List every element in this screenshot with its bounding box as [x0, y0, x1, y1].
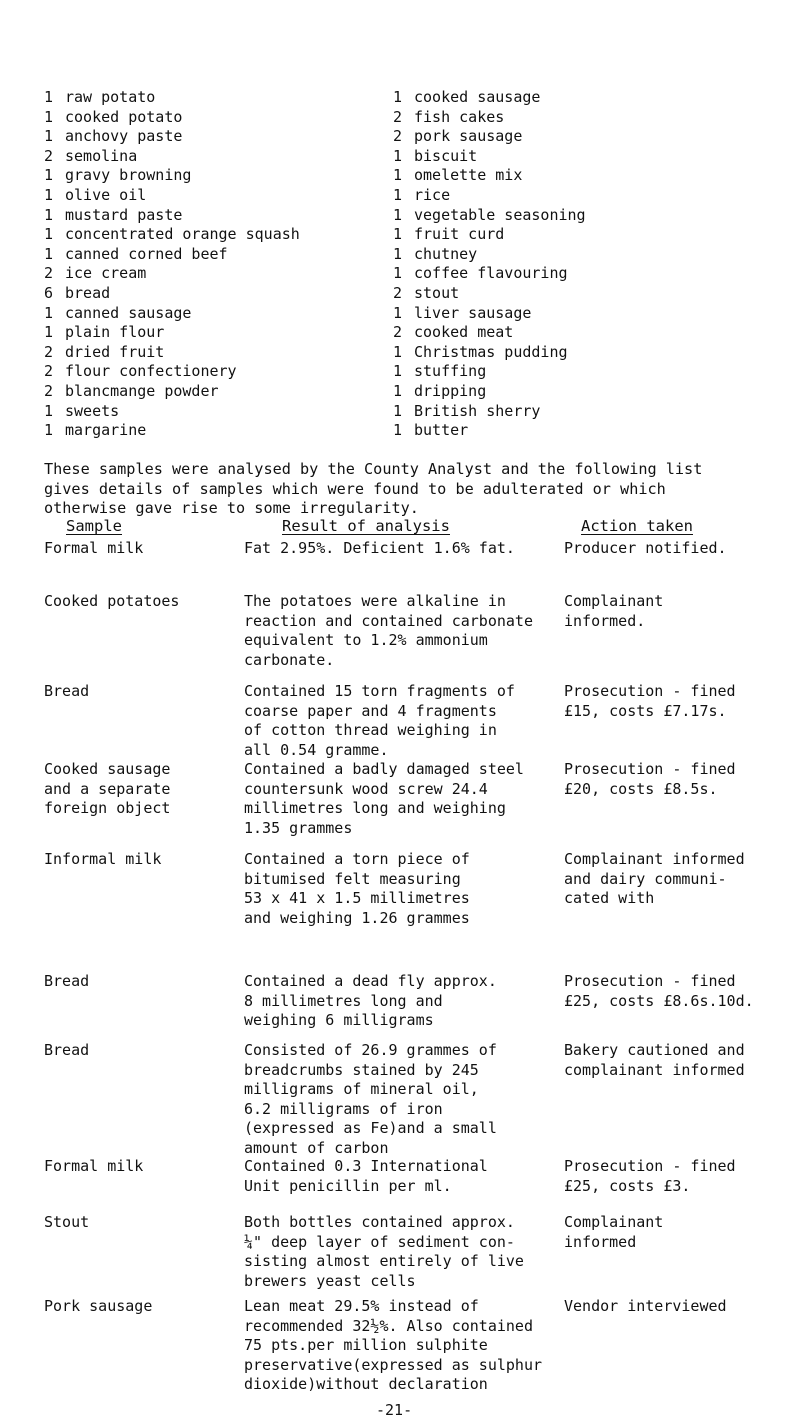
- sample-list-item: [44, 166, 300, 186]
- result-cell-line: 6.2 milligrams of iron: [244, 1099, 443, 1118]
- action-cell: [564, 539, 800, 559]
- sample-quantity: 2: [44, 342, 54, 361]
- result-cell-line: 8 millimetres long and: [244, 991, 443, 1010]
- sample-quantity: 6: [44, 283, 54, 302]
- action-cell: [564, 972, 800, 1011]
- sample-quantity: 1: [393, 381, 403, 400]
- sample-item-name: liver sausage: [414, 303, 532, 322]
- result-cell-line: Both bottles contained approx.: [244, 1213, 515, 1231]
- header-sample: Sample: [66, 517, 122, 535]
- sample-list-item: [393, 304, 586, 324]
- sample-item-name: anchovy paste: [65, 127, 183, 146]
- sample-list-item: [44, 108, 300, 128]
- intro-line: otherwise gave rise to some irregularity.: [44, 499, 419, 517]
- sample-list-left: [44, 88, 300, 441]
- sample-cell: [44, 539, 234, 559]
- intro-line: These samples were analysed by the County Analyst and the following list: [44, 460, 703, 478]
- sample-cell-line: Formal milk: [44, 539, 144, 557]
- sample-list-item: [393, 382, 586, 402]
- action-cell-line: Prosecution - fined: [564, 682, 736, 700]
- result-cell-line: Contained a torn piece of: [244, 850, 470, 868]
- action-cell-line: Producer notified.: [564, 539, 727, 557]
- result-cell-line: bitumised felt measuring: [244, 869, 461, 888]
- result-cell: [244, 1157, 560, 1196]
- sample-list-item: [393, 166, 586, 186]
- sample-item-name: Christmas pudding: [414, 342, 568, 361]
- sample-quantity: 2: [393, 107, 403, 126]
- result-cell-line: Lean meat 29.5% instead of: [244, 1297, 479, 1315]
- sample-list-item: [393, 108, 586, 128]
- sample-list-item: [393, 88, 586, 108]
- sample-cell: [44, 1157, 234, 1177]
- sample-list-item: [44, 402, 300, 422]
- action-cell-line: and dairy communi-: [564, 869, 727, 888]
- sample-item-name: vegetable seasoning: [414, 205, 586, 224]
- result-cell-line: 1.35 grammes: [244, 818, 353, 837]
- sample-item-name: ice cream: [65, 264, 147, 283]
- result-cell-line: of cotton thread weighing in: [244, 721, 497, 739]
- action-cell-line: Complainant: [564, 1213, 664, 1231]
- result-cell-line: amount of carbon: [244, 1138, 389, 1157]
- result-cell: [244, 1213, 560, 1291]
- sample-cell: [44, 592, 234, 612]
- sample-cell-line: Pork sausage: [44, 1297, 153, 1315]
- sample-item-name: margarine: [65, 421, 147, 440]
- sample-list-item: [393, 127, 586, 147]
- result-cell: [244, 760, 560, 838]
- sample-cell-line: and a separate: [44, 779, 171, 798]
- header-action: Action taken: [581, 517, 693, 535]
- sample-cell: [44, 682, 234, 702]
- action-cell-line: £25, costs £3.: [564, 1176, 691, 1195]
- sample-list-item: [44, 362, 300, 382]
- sample-item-name: raw potato: [65, 88, 156, 106]
- sample-list-item: [44, 88, 300, 108]
- result-cell-line: (expressed as Fe)and a small: [244, 1119, 497, 1137]
- result-cell: [244, 539, 560, 559]
- sample-quantity: 1: [44, 225, 54, 244]
- sample-list-item: [44, 147, 300, 167]
- action-cell: [564, 592, 800, 631]
- sample-quantity: 1: [44, 421, 54, 440]
- sample-cell: [44, 760, 234, 819]
- result-cell-line: sisting almost entirely of live: [244, 1252, 524, 1270]
- sample-list-item: [393, 264, 586, 284]
- sample-list-item: [44, 304, 300, 324]
- sample-cell-line: Formal milk: [44, 1157, 144, 1175]
- sample-quantity: 1: [44, 303, 54, 322]
- sample-quantity: 2: [44, 381, 54, 400]
- sample-list-item: [44, 206, 300, 226]
- sample-quantity: 1: [44, 205, 54, 224]
- sample-item-name: bread: [65, 283, 111, 302]
- sample-item-name: chutney: [414, 244, 478, 263]
- action-cell-line: Prosecution - fined: [564, 972, 736, 990]
- sample-list-item: [44, 284, 300, 304]
- action-cell-line: £15, costs £7.17s.: [564, 701, 727, 720]
- sample-item-name: biscuit: [414, 146, 478, 165]
- result-cell-line: equivalent to 1.2% ammonium: [244, 631, 488, 649]
- result-cell-line: weighing 6 milligrams: [244, 1011, 434, 1029]
- action-cell: [564, 850, 800, 909]
- sample-item-name: canned corned beef: [65, 244, 228, 263]
- result-cell-line: Unit penicillin per ml.: [244, 1176, 452, 1195]
- result-cell-line: breadcrumbs stained by 245: [244, 1060, 479, 1079]
- sample-quantity: 1: [393, 362, 403, 381]
- sample-cell-line: Cooked potatoes: [44, 592, 180, 610]
- sample-quantity: 1: [44, 323, 54, 342]
- intro-paragraph: [44, 460, 784, 519]
- sample-cell: [44, 972, 234, 992]
- action-cell-line: informed: [564, 1232, 637, 1251]
- sample-item-name: stout: [414, 283, 460, 302]
- sample-list-item: [44, 186, 300, 206]
- sample-cell-line: Informal milk: [44, 850, 162, 868]
- sample-item-name: rice: [414, 185, 451, 204]
- sample-list-item: [393, 186, 586, 206]
- action-cell-line: Prosecution - fined: [564, 760, 736, 778]
- sample-item-name: gravy browning: [65, 166, 192, 185]
- result-cell-line: dioxide)without declaration: [244, 1375, 488, 1393]
- action-cell: [564, 1157, 800, 1196]
- result-cell-line: 53 x 41 x 1.5 millimetres: [244, 889, 470, 907]
- sample-quantity: 2: [44, 362, 54, 381]
- sample-item-name: dried fruit: [65, 342, 165, 361]
- sample-quantity: 2: [393, 127, 403, 146]
- action-cell: [564, 1041, 800, 1080]
- sample-list-item: [393, 245, 586, 265]
- sample-quantity: 1: [393, 264, 403, 283]
- sample-item-name: cooked sausage: [414, 88, 541, 106]
- sample-quantity: 1: [44, 244, 54, 263]
- sample-cell-line: Bread: [44, 972, 90, 990]
- sample-cell: [44, 850, 234, 870]
- sample-quantity: 1: [393, 401, 403, 420]
- sample-list-right: [393, 88, 586, 441]
- sample-quantity: 1: [44, 166, 54, 185]
- result-cell: [244, 1297, 560, 1395]
- sample-cell: [44, 1213, 234, 1233]
- sample-item-name: cooked meat: [414, 323, 514, 342]
- action-cell-line: complainant informed: [564, 1060, 745, 1079]
- sample-list-item: [44, 225, 300, 245]
- sample-quantity: 1: [44, 401, 54, 420]
- result-cell: [244, 592, 560, 670]
- action-cell-line: £20, costs £8.5s.: [564, 779, 718, 798]
- sample-list-item: [393, 343, 586, 363]
- sample-quantity: 1: [393, 225, 403, 244]
- result-cell-line: millimetres long and weighing: [244, 799, 506, 817]
- sample-quantity: 2: [44, 146, 54, 165]
- sample-list-item: [393, 147, 586, 167]
- sample-item-name: mustard paste: [65, 205, 183, 224]
- sample-list-item: [393, 421, 586, 441]
- sample-quantity: 1: [393, 205, 403, 224]
- sample-quantity: 1: [393, 421, 403, 440]
- sample-quantity: 1: [44, 127, 54, 146]
- sample-quantity: 1: [44, 107, 54, 126]
- action-cell-line: Complainant informed: [564, 850, 745, 868]
- sample-list-item: [393, 206, 586, 226]
- sample-cell-line: Bread: [44, 682, 90, 700]
- result-cell-line: ¼" deep layer of sediment con-: [244, 1232, 515, 1251]
- sample-quantity: 2: [44, 264, 54, 283]
- sample-item-name: canned sausage: [65, 303, 192, 322]
- sample-cell-line: Cooked sausage: [44, 760, 171, 778]
- result-cell-line: and weighing 1.26 grammes: [244, 908, 470, 927]
- result-cell-line: Fat 2.95%. Deficient 1.6% fat.: [244, 539, 515, 557]
- action-cell: [564, 760, 800, 799]
- sample-quantity: 1: [44, 88, 54, 106]
- result-cell-line: Contained a dead fly approx.: [244, 972, 497, 990]
- sample-cell-line: foreign object: [44, 799, 171, 817]
- result-cell-line: 75 pts.per million sulphite: [244, 1336, 488, 1354]
- sample-item-name: olive oil: [65, 185, 147, 204]
- page-number: -21-: [376, 1401, 413, 1419]
- result-cell: [244, 1041, 560, 1158]
- sample-list-item: [393, 402, 586, 422]
- result-cell-line: brewers yeast cells: [244, 1271, 416, 1290]
- sample-quantity: 1: [393, 166, 403, 185]
- action-cell: [564, 682, 800, 721]
- result-cell-line: preservative(expressed as sulphur: [244, 1355, 543, 1374]
- action-cell-line: cated with: [564, 889, 655, 907]
- result-cell: [244, 682, 560, 760]
- sample-item-name: concentrated orange squash: [65, 225, 300, 244]
- sample-item-name: flour confectionery: [65, 362, 237, 381]
- result-cell-line: reaction and contained carbonate: [244, 611, 533, 630]
- action-cell-line: Prosecution - fined: [564, 1157, 736, 1175]
- sample-list-item: [44, 323, 300, 343]
- sample-quantity: 1: [393, 146, 403, 165]
- action-cell: [564, 1297, 800, 1317]
- result-cell-line: Contained 15 torn fragments of: [244, 682, 515, 700]
- result-cell-line: coarse paper and 4 fragments: [244, 701, 497, 720]
- sample-quantity: 1: [44, 185, 54, 204]
- result-cell-line: countersunk wood screw 24.4: [244, 779, 488, 798]
- sample-list-item: [393, 362, 586, 382]
- result-cell-line: recommended 32½%. Also contained: [244, 1316, 533, 1335]
- sample-item-name: coffee flavouring: [414, 264, 568, 283]
- result-cell-line: Contained 0.3 International: [244, 1157, 488, 1175]
- sample-quantity: 1: [393, 244, 403, 263]
- sample-list-item: [393, 323, 586, 343]
- sample-list-item: [44, 382, 300, 402]
- sample-list-item: [393, 284, 586, 304]
- action-cell-line: Bakery cautioned and: [564, 1041, 745, 1059]
- sample-quantity: 2: [393, 323, 403, 342]
- sample-quantity: 1: [393, 303, 403, 322]
- sample-item-name: omelette mix: [414, 166, 523, 185]
- sample-list-item: [44, 127, 300, 147]
- sample-list-item: [44, 245, 300, 265]
- result-cell-line: The potatoes were alkaline in: [244, 592, 506, 610]
- sample-item-name: fruit curd: [414, 225, 505, 244]
- result-cell-line: Consisted of 26.9 grammes of: [244, 1041, 497, 1059]
- sample-list-item: [44, 343, 300, 363]
- intro-line: gives details of samples which were found to be adulterated or which: [44, 479, 666, 498]
- sample-cell-line: Bread: [44, 1041, 90, 1059]
- sample-item-name: cooked potato: [65, 107, 183, 126]
- sample-quantity: 1: [393, 88, 403, 106]
- action-cell-line: Complainant: [564, 592, 664, 610]
- result-cell: [244, 972, 560, 1031]
- action-cell-line: Vendor interviewed: [564, 1297, 727, 1315]
- result-cell-line: carbonate.: [244, 650, 335, 669]
- sample-list-item: [44, 264, 300, 284]
- header-result: Result of analysis: [282, 517, 450, 535]
- sample-cell: [44, 1297, 234, 1317]
- result-cell-line: all 0.54 gramme.: [244, 740, 389, 759]
- sample-item-name: stuffing: [414, 362, 487, 381]
- result-cell: [244, 850, 560, 928]
- sample-quantity: 1: [393, 342, 403, 361]
- result-cell-line: Contained a badly damaged steel: [244, 760, 524, 778]
- sample-quantity: 2: [393, 283, 403, 302]
- sample-list-item: [393, 225, 586, 245]
- action-cell-line: informed.: [564, 611, 646, 630]
- action-cell: [564, 1213, 800, 1252]
- sample-item-name: fish cakes: [414, 107, 505, 126]
- sample-item-name: dripping: [414, 381, 487, 400]
- sample-quantity: 1: [393, 185, 403, 204]
- sample-item-name: British sherry: [414, 401, 541, 420]
- sample-item-name: sweets: [65, 401, 120, 420]
- sample-list-item: [44, 421, 300, 441]
- sample-cell-line: Stout: [44, 1213, 90, 1231]
- sample-item-name: pork sausage: [414, 127, 523, 146]
- sample-item-name: plain flour: [65, 323, 165, 342]
- sample-item-name: semolina: [65, 146, 138, 165]
- result-cell-line: milligrams of mineral oil,: [244, 1080, 479, 1098]
- sample-item-name: butter: [414, 421, 469, 440]
- sample-item-name: blancmange powder: [65, 381, 219, 400]
- action-cell-line: £25, costs £8.6s.10d.: [564, 991, 754, 1010]
- sample-cell: [44, 1041, 234, 1061]
